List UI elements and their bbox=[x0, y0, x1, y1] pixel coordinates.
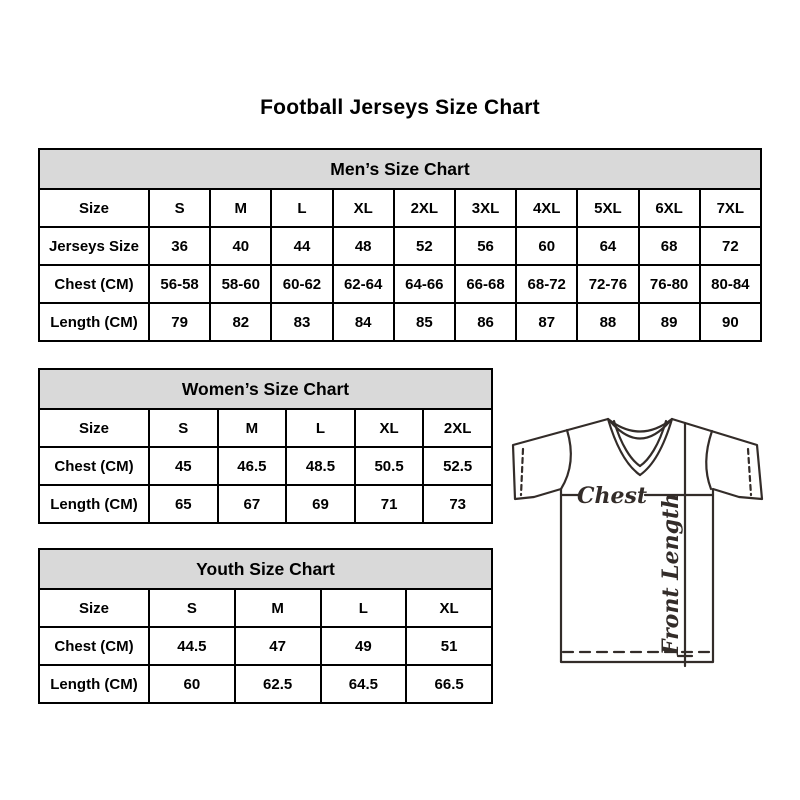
jersey-outline bbox=[513, 419, 762, 662]
mens-table-header: Men’s Size Chart bbox=[39, 149, 761, 189]
size-value-cell: XL bbox=[355, 409, 424, 447]
size-value-cell: M bbox=[210, 189, 271, 227]
size-value-cell: 83 bbox=[271, 303, 332, 341]
size-value-cell: 3XL bbox=[455, 189, 516, 227]
womens-table-header: Women’s Size Chart bbox=[39, 369, 492, 409]
size-value-cell: 90 bbox=[700, 303, 761, 341]
table-row bbox=[39, 189, 761, 227]
size-value-cell: 87 bbox=[516, 303, 577, 341]
size-value-cell: 44.5 bbox=[149, 627, 235, 665]
size-value-cell: L bbox=[286, 409, 355, 447]
size-value-cell: 72-76 bbox=[577, 265, 638, 303]
row-label: Size bbox=[39, 589, 149, 627]
size-value-cell: 40 bbox=[210, 227, 271, 265]
size-value-cell: 72 bbox=[700, 227, 761, 265]
size-value-cell: 58-60 bbox=[210, 265, 271, 303]
size-value-cell: 73 bbox=[423, 485, 492, 523]
size-value-cell: 67 bbox=[218, 485, 287, 523]
size-value-cell: 79 bbox=[149, 303, 210, 341]
size-value-cell: 56-58 bbox=[149, 265, 210, 303]
size-value-cell: XL bbox=[333, 189, 394, 227]
size-value-cell: 52 bbox=[394, 227, 455, 265]
size-value-cell: 36 bbox=[149, 227, 210, 265]
size-value-cell: M bbox=[235, 589, 321, 627]
left-armhole-seam bbox=[561, 430, 571, 489]
row-label: Length (CM) bbox=[39, 665, 149, 703]
youth-size-table bbox=[38, 548, 493, 704]
right-armhole-seam bbox=[706, 431, 712, 489]
size-value-cell: 66.5 bbox=[406, 665, 492, 703]
size-value-cell: 84 bbox=[333, 303, 394, 341]
table-row bbox=[39, 627, 492, 665]
size-value-cell: 6XL bbox=[639, 189, 700, 227]
size-value-cell: S bbox=[149, 189, 210, 227]
size-value-cell: 86 bbox=[455, 303, 516, 341]
jersey-measurement-diagram bbox=[505, 408, 777, 678]
page-title: Football Jerseys Size Chart bbox=[260, 96, 540, 119]
youth-table-header: Youth Size Chart bbox=[39, 549, 492, 589]
table-row bbox=[39, 409, 492, 447]
size-value-cell: 5XL bbox=[577, 189, 638, 227]
row-label: Jerseys Size bbox=[39, 227, 149, 265]
row-label: Chest (CM) bbox=[39, 627, 149, 665]
size-value-cell: 68-72 bbox=[516, 265, 577, 303]
size-value-cell: 49 bbox=[321, 627, 407, 665]
size-value-cell: 46.5 bbox=[218, 447, 287, 485]
womens-size-table bbox=[38, 368, 493, 524]
size-value-cell: 45 bbox=[149, 447, 218, 485]
right-cuff-dashed-line bbox=[748, 449, 751, 495]
size-value-cell: 76-80 bbox=[639, 265, 700, 303]
size-value-cell: 4XL bbox=[516, 189, 577, 227]
chest-label: Chest bbox=[576, 483, 648, 509]
size-value-cell: S bbox=[149, 589, 235, 627]
size-value-cell: 60 bbox=[516, 227, 577, 265]
size-value-cell: 82 bbox=[210, 303, 271, 341]
size-value-cell: L bbox=[321, 589, 407, 627]
table-row bbox=[39, 265, 761, 303]
size-value-cell: 48.5 bbox=[286, 447, 355, 485]
size-value-cell: 69 bbox=[286, 485, 355, 523]
size-value-cell: XL bbox=[406, 589, 492, 627]
size-value-cell: 44 bbox=[271, 227, 332, 265]
size-value-cell: 62-64 bbox=[333, 265, 394, 303]
row-label: Length (CM) bbox=[39, 303, 149, 341]
row-label: Length (CM) bbox=[39, 485, 149, 523]
left-cuff-dashed-line bbox=[521, 449, 523, 495]
size-value-cell: 47 bbox=[235, 627, 321, 665]
size-value-cell: 68 bbox=[639, 227, 700, 265]
table-row bbox=[39, 589, 492, 627]
size-value-cell: 65 bbox=[149, 485, 218, 523]
size-value-cell: 64 bbox=[577, 227, 638, 265]
size-value-cell: 89 bbox=[639, 303, 700, 341]
table-row bbox=[39, 303, 761, 341]
size-value-cell: 64.5 bbox=[321, 665, 407, 703]
table-row bbox=[39, 665, 492, 703]
mens-size-table bbox=[38, 148, 762, 342]
size-value-cell: 52.5 bbox=[423, 447, 492, 485]
row-label: Size bbox=[39, 189, 149, 227]
size-value-cell: 60 bbox=[149, 665, 235, 703]
size-value-cell: S bbox=[149, 409, 218, 447]
size-value-cell: 51 bbox=[406, 627, 492, 665]
size-value-cell: M bbox=[218, 409, 287, 447]
table-row bbox=[39, 227, 761, 265]
size-value-cell: 7XL bbox=[700, 189, 761, 227]
size-value-cell: L bbox=[271, 189, 332, 227]
size-value-cell: 71 bbox=[355, 485, 424, 523]
size-value-cell: 50.5 bbox=[355, 447, 424, 485]
size-value-cell: 62.5 bbox=[235, 665, 321, 703]
size-value-cell: 56 bbox=[455, 227, 516, 265]
row-label: Chest (CM) bbox=[39, 265, 149, 303]
row-label: Chest (CM) bbox=[39, 447, 149, 485]
size-value-cell: 2XL bbox=[423, 409, 492, 447]
table-row bbox=[39, 485, 492, 523]
front-length-label: Front Length bbox=[658, 492, 684, 656]
size-value-cell: 64-66 bbox=[394, 265, 455, 303]
size-value-cell: 48 bbox=[333, 227, 394, 265]
size-value-cell: 2XL bbox=[394, 189, 455, 227]
size-value-cell: 88 bbox=[577, 303, 638, 341]
size-value-cell: 85 bbox=[394, 303, 455, 341]
size-value-cell: 80-84 bbox=[700, 265, 761, 303]
size-value-cell: 66-68 bbox=[455, 265, 516, 303]
row-label: Size bbox=[39, 409, 149, 447]
table-row bbox=[39, 447, 492, 485]
size-value-cell: 60-62 bbox=[271, 265, 332, 303]
